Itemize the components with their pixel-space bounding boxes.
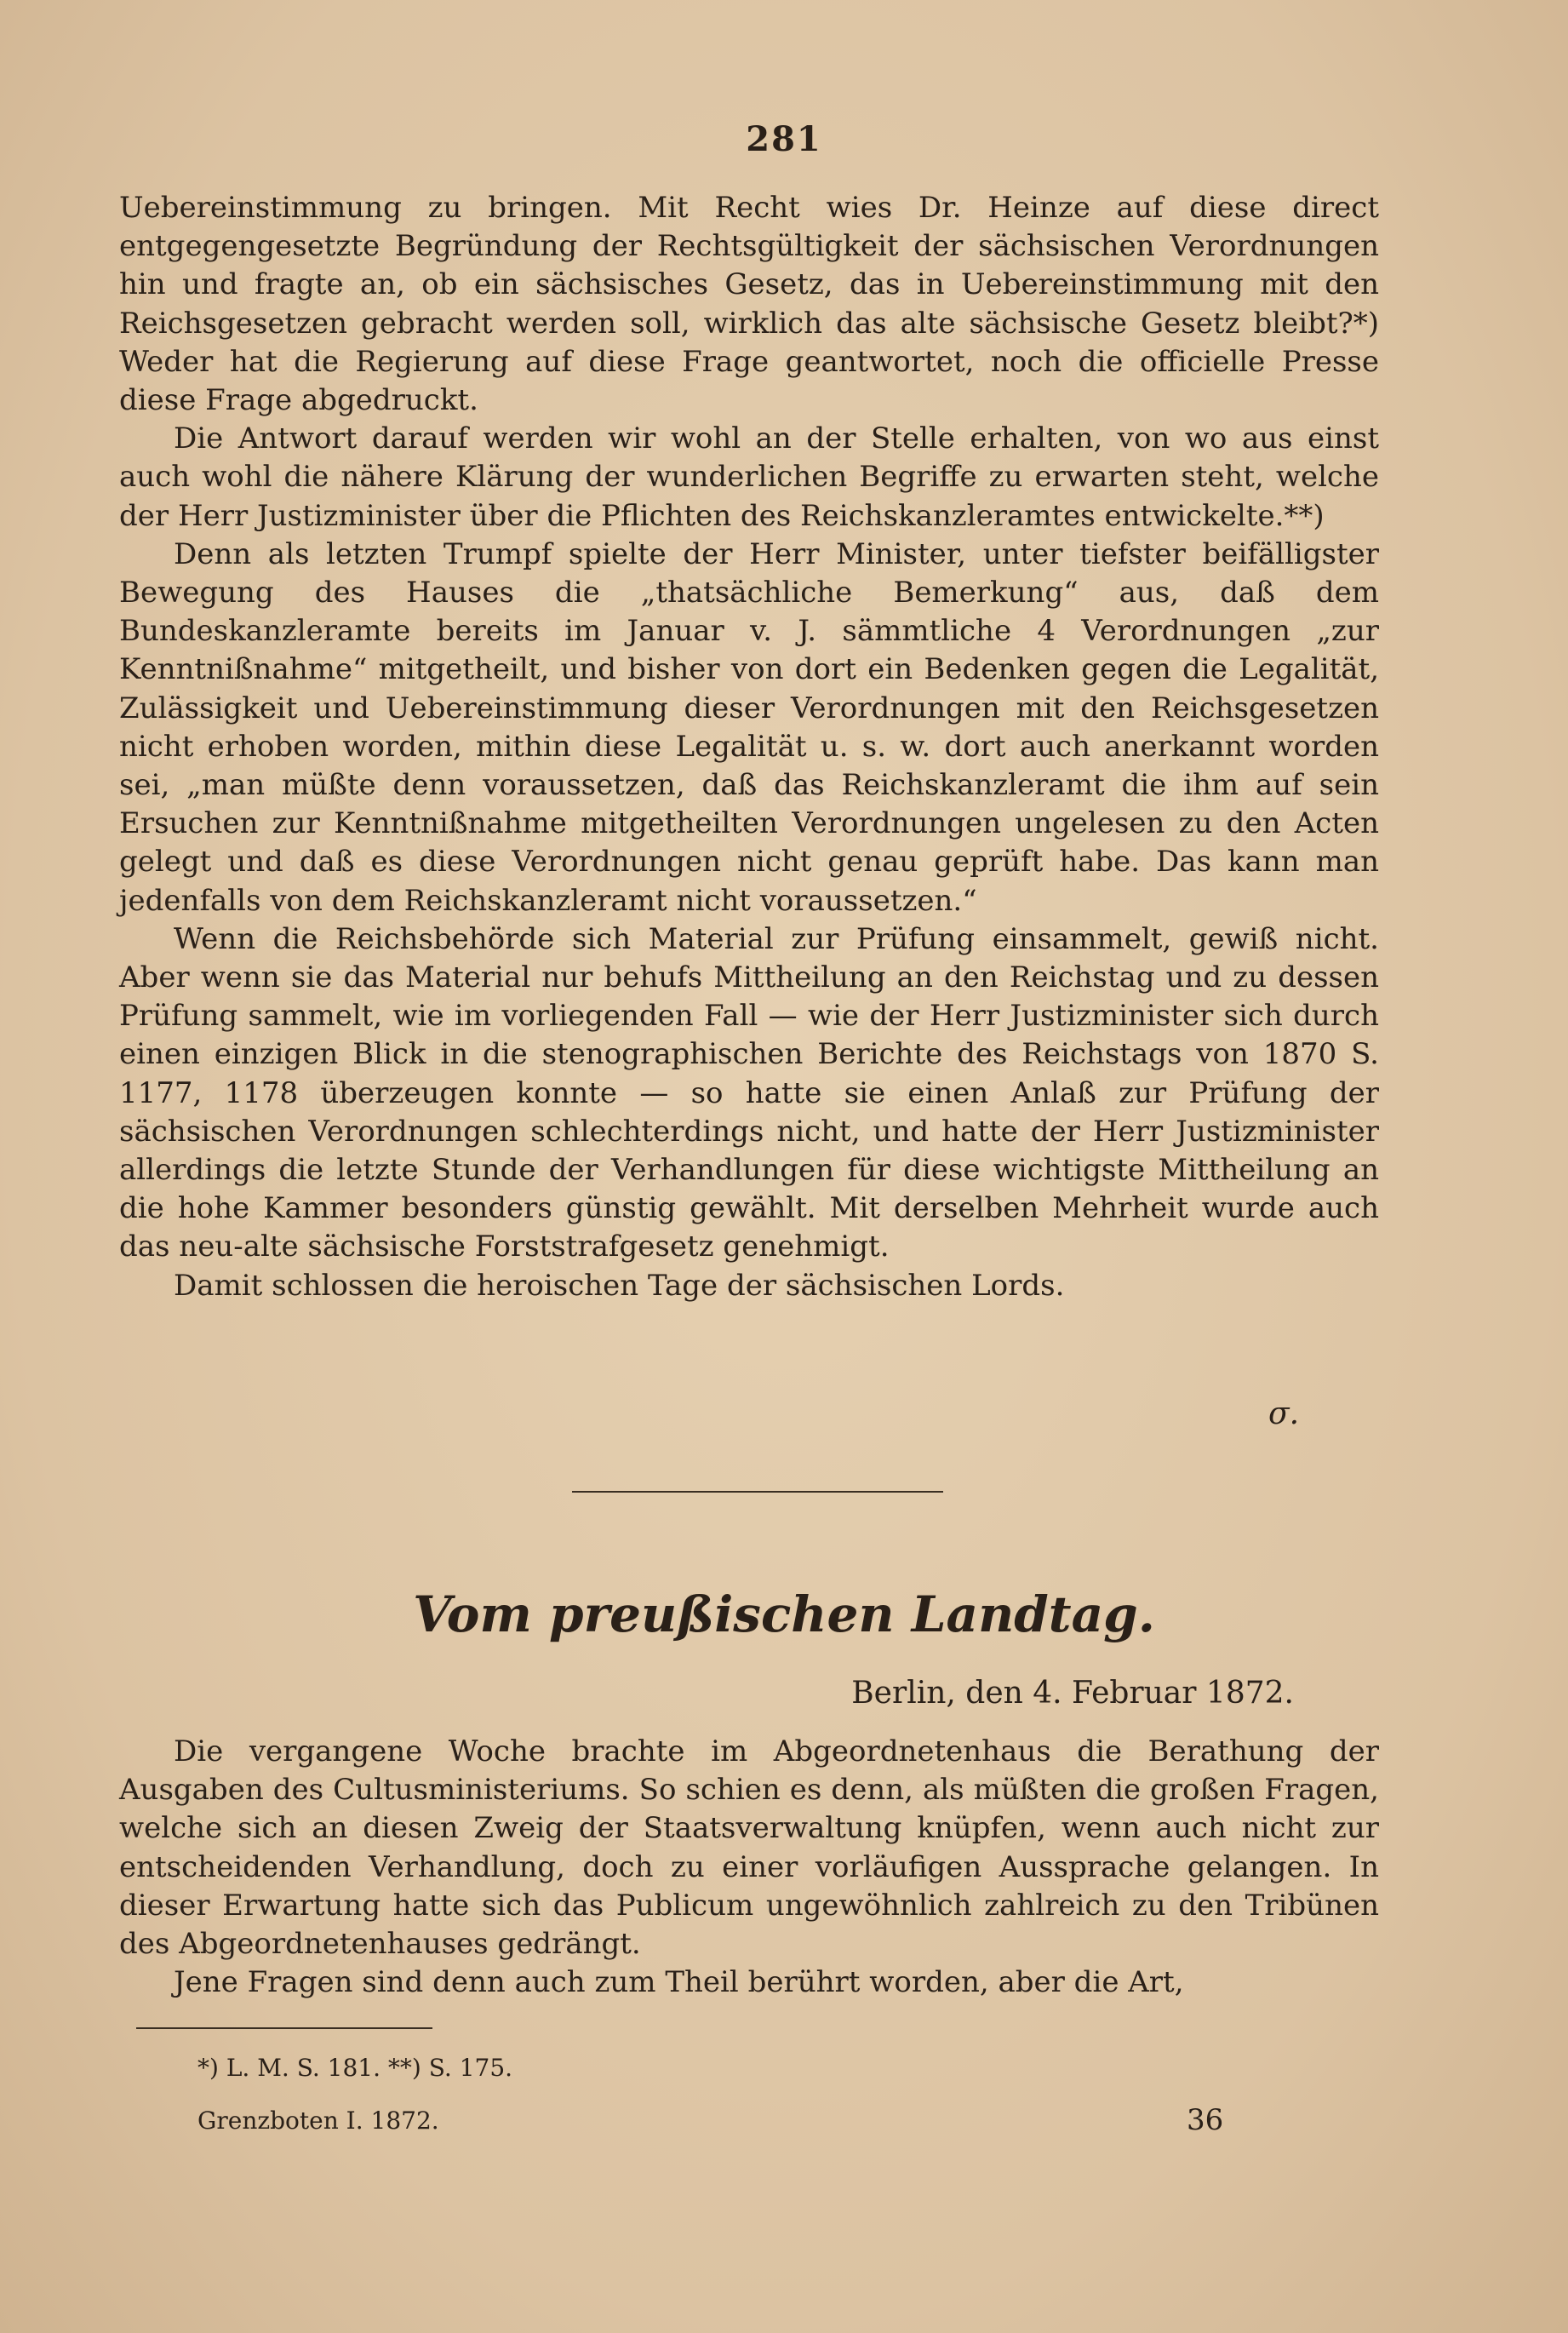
paragraph: Wenn die Reichsbehörde sich Material zur Prüfung einsammelt, gewiß nicht. Aber wenn sie das Material nur behufs Mittheilung an den Reichstag und zu dessen Prüfung sammelt, wie im vorliegenden Fall — wie der Herr Justizminister sich durch einen einzigen Blick in die stenographischen Berichte des Reichstags von 1870 S. 1177, 1178 überzeugen konnte — so hatte sie einen Anlaß zur Prüfung der sächsischen Verordnungen schlechterdings nicht, und hatte der Herr Justizminister allerdings die letzte Stunde der Verhandlungen für diese wichtigste Mittheilung an die hohe Kammer besonders günstig gewählt. Mit derselben Mehrheit wurde auch das neu-alte sächsische Forststrafgesetz genehmigt.: [119, 921, 1379, 1264]
paragraph: Uebereinstimmung zu bringen. Mit Recht wies Dr. Heinze auf diese direct entgegengesetzte Begründung der Rechtsgültigkeit der sächsischen Verordnungen hin und fragte an, ob ein sächsisches Gesetz, das in Uebereinstimmung mit den Reichsgesetzen gebracht werden soll, wirklich das alte sächsische Gesetz bleibt?*) Weder hat die Regierung auf diese Frage geantwortet, noch die officielle Presse diese Frage abgedruckt.: [119, 191, 1379, 418]
paragraph: Die vergangene Woche brachte im Abgeordnetenhaus die Berathung der Ausgaben des Cultusministeriums. So schien es denn, als müßten die großen Fragen, welche sich an diesen Zweig der Staatsverwaltung knüpfen, wenn auch nicht zur entscheidenden Verhandlung, doch zu einer vorläufigen Aussprache gelangen. In dieser Erwartung hatte sich das Publicum ungewöhnlich zahlreich zu den Tribünen des Abgeordnetenhauses gedrängt.: [119, 1734, 1379, 1962]
dateline: Berlin, den 4. Februar 1872.: [851, 1676, 1294, 1711]
paragraph: Damit schlossen die heroischen Tage der sächsischen Lords.: [174, 1268, 1065, 1303]
section-separator: [572, 1491, 943, 1493]
page-number: 281: [746, 119, 822, 159]
article-continuation: [119, 189, 1379, 1305]
author-signature: σ.: [1268, 1396, 1300, 1431]
footnotes: *) L. M. S. 181. **) S. 175.: [197, 2054, 513, 2082]
footnote-rule: [136, 2027, 432, 2029]
paragraph: Jene Fragen sind denn auch zum Theil berührt worden, aber die Art,: [174, 1965, 1184, 2000]
paragraph: Die Antwort darauf werden wir wohl an der Stelle erhalten, von wo aus einst auch wohl die nähere Klärung der wunderlichen Begriffe zu erwarten steht, welche der Herr Justizminister über die Pflichten des Reichskanzleramtes entwickelte.**): [119, 421, 1379, 533]
footer-signature-mark: 36: [1187, 2103, 1224, 2137]
footer-journal: Grenzboten I. 1872.: [197, 2107, 439, 2135]
section-title: Vom preußischen Landtag.: [413, 1585, 1155, 1643]
article-body: [119, 1733, 1379, 2002]
paragraph: Denn als letzten Trumpf spielte der Herr Minister, unter tiefster beifälligster Bewegung des Hauses die „thatsächliche Bemerkung“ aus, daß dem Bundeskanzleramte bereits im Januar v. J. sämmtliche 4 Verordnungen „zur Kenntnißnahme“ mitgetheilt, und bisher von dort ein Bedenken gegen die Legalität, Zulässigkeit und Uebereinstimmung dieser Verordnungen mit den Reichsgesetzen nicht erhoben worden, mithin diese Legalität u. s. w. dort auch anerkannt worden sei, „man müßte denn voraussetzen, daß das Reichskanzleramt die ihm auf sein Ersuchen zur Kenntnißnahme mitgetheilten Verordnungen ungelesen zu den Acten gelegt und daß es diese Verordnungen nicht genau geprüft habe. Das kann man jedenfalls von dem Reichskanzleramt nicht voraussetzen.“: [119, 536, 1379, 918]
